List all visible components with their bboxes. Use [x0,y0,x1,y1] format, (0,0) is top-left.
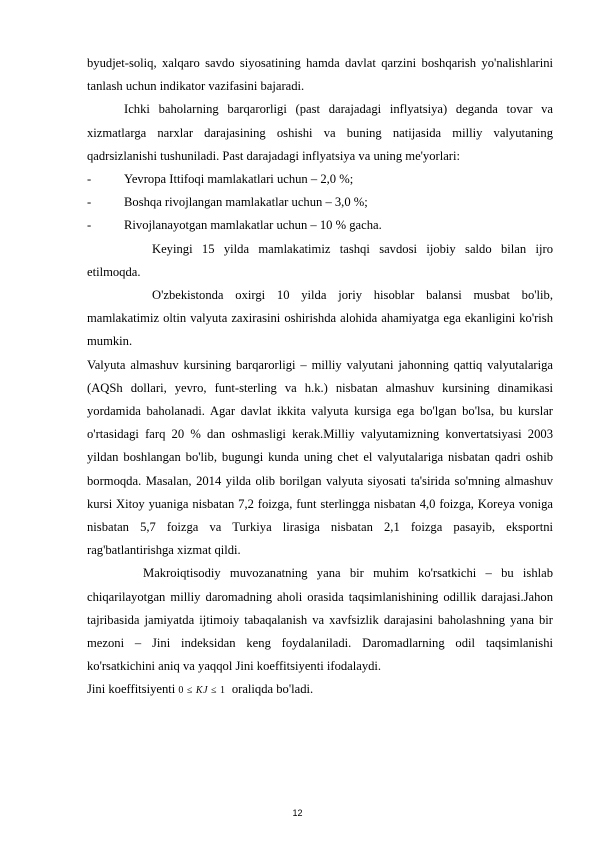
gini-formula [178,685,225,696]
gini-text-before: Jini koeffitsiyenti [87,682,179,697]
paragraph-budget: byudjet-soliq, xalqaro savdo siyosatining hamda davlat qarzini boshqarish yo'nalishlarini tanlash uchun indikator vazifasini bajaradi. [87,56,553,94]
list-item [87,214,553,237]
paragraph-gini-range [87,678,553,702]
formula-le-sign: ≤ [186,685,193,697]
paragraph-exchange-rate: Valyuta almashuv kursining barqarorligi – milliy valyutani jahonning qattiq valyutalariga (AQSh dollari, yevro, funt-sterling va h.k.) nisbatan almashuv kursining dinamikasi yordamida baholanadi. Agar davlat ikkita valyuta kursiga ega bo'lgan bo'lsa, bu kurslar o'rtasidagi farq 20 % dan oshmasligi kerak.Milliy valyutamizning konvertatsiyasi 2003 yildan boshlangan bo'lib, bugungi kunda uning chet el valyutalariga nisbatan qadri oshib bormoqda. Masalan, 2014 yilda olib borilgan valyuta siyosati ta'sirida so'mning almashuv kursi Xitoy yuaniga nisbatan 7,2 foizga, funt sterlingga nisbatan 4,0 foizga, Koreya voniga nisbatan 5,7 foizga va Turkiya lirasiga nisbatan 2,1 foizga pasayib, eksportni rag'batlantirishga xizmat qildi. [87,357,553,558]
page-number: 12 [292,808,303,818]
paragraph-trade-balance: Keyingi 15 yilda mamlakatimiz tashqi savdosi ijobiy saldo bilan ijro etilmoqda. [87,241,553,279]
formula-zero: 0 [178,685,184,697]
gini-text-after: oraliqda bo'ladi. [225,682,314,697]
list-item [87,191,553,214]
paragraph-price-stability: Ichki baholarning barqarorligi (past darajadagi inflyatsiya) deganda tovar va xizmatlarga narxlar darajasining oshishi va buning natijasida milliy valyutaning qadrsizlanishi tushuniladi. Past darajadagi inflyatsiya va uning me'yorlari: [87,102,553,163]
document-page [87,52,553,703]
list-dash: - [87,218,92,233]
formula-le-sign: ≤ [211,685,218,697]
list-item [87,168,553,191]
list-dash: - [87,172,92,187]
list-item-text: Boshqa rivojlangan mamlakatlar uchun – 3,0 %; [124,195,368,210]
list-item-text: Rivojlanayotgan mamlakatlar uchun – 10 % gacha. [124,218,382,233]
list-item-text: Yevropa Ittifoqi mamlakatlari uchun – 2,0 %; [124,172,354,187]
formula-one: 1 [220,685,226,697]
formula-variable: KJ [195,685,209,697]
paragraph-current-account: O'zbekistonda oxirgi 10 yilda joriy hisoblar balansi musbat bo'lib, mamlakatimiz oltin valyuta zaxirasini oshirishda alohida ahamiyatga ega ekanligini ko'rish mumkin. [87,288,553,349]
paragraph-income-distribution: Makroiqtisodiy muvozanatning yana bir muhim ko'rsatkichi – bu ishlab chiqarilayotgan milliy daromadning aholi orasida taqsimlanishining odillik darajasi.Jahon tajribasida jamiyatda ijtimoiy tabaqalanish va xavfsizlik darajasini baholashning yana bir mezoni – Jini indeksidan keng foydalaniladi. Daromadlarning odil taqsimlanishi ko'rsatkichini aniq va yaqqol Jini koeffitsiyenti ifodalaydi. [87,566,553,674]
list-dash: - [87,195,92,210]
